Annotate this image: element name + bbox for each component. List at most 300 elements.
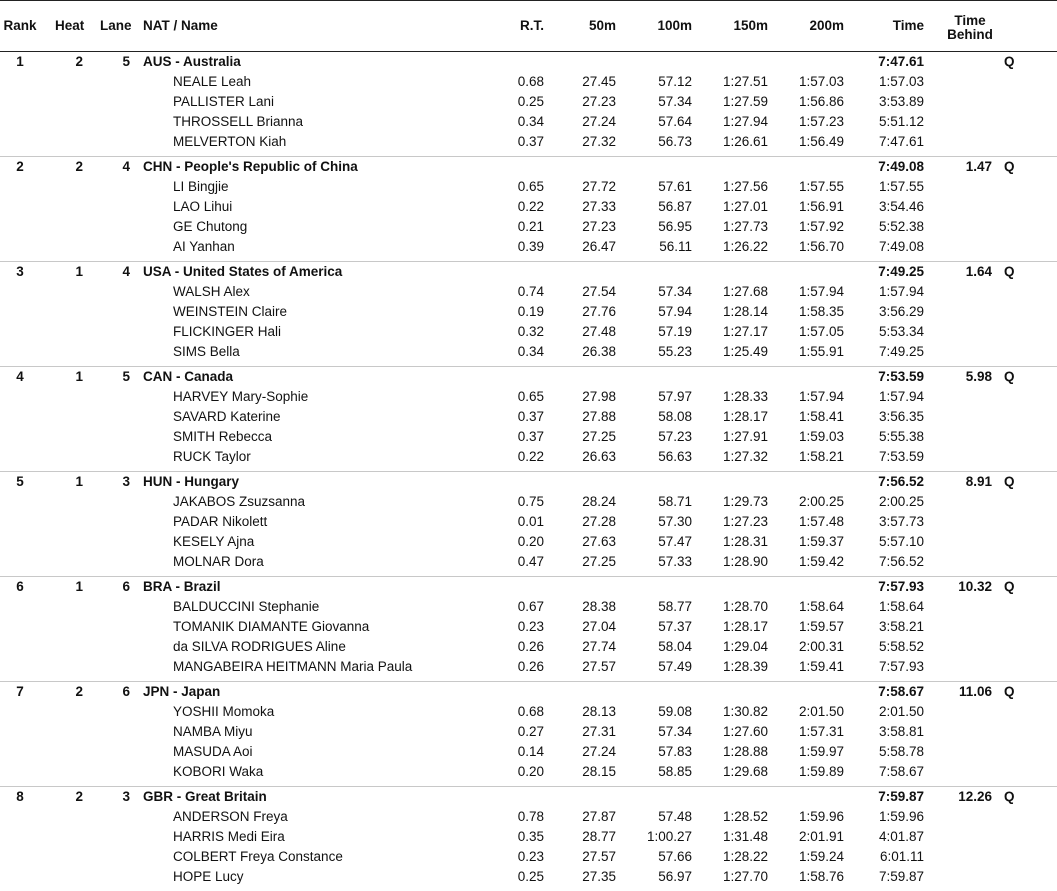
split-50m: 27.63 (582, 534, 616, 549)
team-lane: 4 (122, 264, 130, 279)
split-200m: 1:56.91 (798, 199, 844, 214)
split-50m: 27.45 (582, 74, 616, 89)
split-100m: 58.71 (658, 494, 692, 509)
swimmer-row (0, 722, 1057, 742)
split-50m: 28.24 (582, 494, 616, 509)
swimmer-cumulative-time: 3:56.29 (878, 304, 924, 319)
split-150m: 1:28.14 (722, 304, 768, 319)
team-rank: 8 (16, 789, 24, 804)
split-150m: 1:28.90 (722, 554, 768, 569)
swimmer-reaction-time: 0.25 (517, 869, 544, 884)
split-100m: 57.49 (658, 659, 692, 674)
split-100m: 58.77 (658, 599, 692, 614)
split-150m: 1:31.48 (722, 829, 768, 844)
split-50m: 27.32 (582, 134, 616, 149)
swimmer-reaction-time: 0.37 (517, 429, 544, 444)
swimmer-row (0, 427, 1057, 447)
swimmer-name: da SILVA RODRIGUES Aline (173, 639, 346, 654)
header-time: Time (892, 18, 924, 33)
swimmer-cumulative-time: 5:58.78 (878, 744, 924, 759)
swimmer-row (0, 237, 1057, 257)
split-200m: 1:59.96 (798, 809, 844, 824)
split-200m: 1:57.23 (798, 114, 844, 129)
swimmer-reaction-time: 0.19 (517, 304, 544, 319)
team-lane: 5 (122, 54, 130, 69)
split-150m: 1:27.91 (722, 429, 768, 444)
swimmer-cumulative-time: 2:01.50 (878, 704, 924, 719)
split-100m: 57.61 (658, 179, 692, 194)
split-50m: 27.31 (582, 724, 616, 739)
split-200m: 1:57.94 (798, 389, 844, 404)
swimmer-row (0, 597, 1057, 617)
team-row (0, 472, 1057, 492)
swimmer-name: RUCK Taylor (173, 449, 251, 464)
team-lane: 6 (122, 684, 130, 699)
team-block (0, 262, 1057, 367)
swimmer-row (0, 762, 1057, 782)
swimmer-row (0, 132, 1057, 152)
split-200m: 1:59.89 (798, 764, 844, 779)
swimmer-cumulative-time: 5:53.34 (878, 324, 924, 339)
header-time-behind-line1: Time (954, 13, 986, 28)
split-50m: 27.23 (582, 94, 616, 109)
swimmer-name: MASUDA Aoi (173, 744, 253, 759)
swimmer-reaction-time: 0.47 (517, 554, 544, 569)
split-150m: 1:28.31 (722, 534, 768, 549)
split-100m: 57.64 (658, 114, 692, 129)
swimmer-name: SIMS Bella (173, 344, 240, 359)
team-time-behind: 10.32 (958, 579, 992, 594)
split-50m: 27.25 (582, 429, 616, 444)
split-150m: 1:29.73 (722, 494, 768, 509)
swimmer-cumulative-time: 5:57.10 (878, 534, 924, 549)
split-100m: 1:00.27 (646, 829, 692, 844)
team-row (0, 787, 1057, 807)
swimmer-cumulative-time: 7:53.59 (878, 449, 924, 464)
split-150m: 1:27.59 (722, 94, 768, 109)
split-100m: 57.83 (658, 744, 692, 759)
swimmer-cumulative-time: 7:49.25 (878, 344, 924, 359)
split-200m: 1:58.64 (798, 599, 844, 614)
swimmer-reaction-time: 0.78 (517, 809, 544, 824)
swimmer-row (0, 322, 1057, 342)
swimmer-cumulative-time: 1:57.03 (878, 74, 924, 89)
swimmer-cumulative-time: 1:57.94 (878, 389, 924, 404)
split-150m: 1:28.17 (722, 409, 768, 424)
swimmer-reaction-time: 0.67 (517, 599, 544, 614)
swimmer-name: PADAR Nikolett (173, 514, 268, 529)
split-100m: 57.19 (658, 324, 692, 339)
team-time: 7:56.52 (878, 474, 924, 489)
swimmer-name: MELVERTON Kiah (173, 134, 287, 149)
swimmer-row (0, 617, 1057, 637)
swimmer-row (0, 282, 1057, 302)
header-time-behind-line2: Behind (947, 27, 993, 42)
swimmer-name: PALLISTER Lani (173, 94, 275, 109)
split-50m: 27.04 (582, 619, 616, 634)
swimmer-reaction-time: 0.26 (517, 659, 544, 674)
split-200m: 2:01.91 (798, 829, 844, 844)
table-header (0, 0, 1057, 52)
split-50m: 27.88 (582, 409, 616, 424)
swimmer-name: NAMBA Miyu (173, 724, 253, 739)
team-time-behind: 12.26 (958, 789, 992, 804)
team-rank: 1 (16, 54, 24, 69)
split-200m: 1:57.55 (798, 179, 844, 194)
split-150m: 1:27.23 (722, 514, 768, 529)
split-200m: 1:58.76 (798, 869, 844, 884)
split-200m: 1:58.35 (798, 304, 844, 319)
header-100m: 100m (657, 18, 692, 33)
swimmer-reaction-time: 0.01 (517, 514, 544, 529)
split-50m: 27.74 (582, 639, 616, 654)
split-100m: 57.34 (658, 724, 692, 739)
swimmer-cumulative-time: 3:58.21 (878, 619, 924, 634)
team-time: 7:57.93 (878, 579, 924, 594)
header-heat: Heat (55, 18, 85, 33)
swimmer-name: LI Bingjie (173, 179, 229, 194)
team-rank: 3 (16, 264, 24, 279)
split-200m: 1:56.70 (798, 239, 844, 254)
swimmer-name: KESELY Ajna (173, 534, 255, 549)
qualified-marker: Q (1004, 579, 1015, 594)
split-150m: 1:27.60 (722, 724, 768, 739)
swimmer-cumulative-time: 4:01.87 (878, 829, 924, 844)
split-150m: 1:26.22 (722, 239, 768, 254)
team-name: GBR - Great Britain (143, 789, 267, 804)
split-100m: 57.94 (658, 304, 692, 319)
swimmer-reaction-time: 0.65 (517, 389, 544, 404)
swimmer-reaction-time: 0.22 (517, 199, 544, 214)
team-heat: 1 (75, 474, 83, 489)
team-time-behind: 5.98 (965, 369, 992, 384)
split-200m: 2:01.50 (798, 704, 844, 719)
team-rank: 4 (16, 369, 24, 384)
team-name: BRA - Brazil (143, 579, 221, 594)
swimmer-row (0, 637, 1057, 657)
swimmer-row (0, 827, 1057, 847)
split-100m: 58.04 (658, 639, 692, 654)
split-200m: 1:59.03 (798, 429, 844, 444)
swimmer-name: THROSSELL Brianna (173, 114, 304, 129)
split-150m: 1:28.17 (722, 619, 768, 634)
team-row (0, 367, 1057, 387)
swimmer-name: GE Chutong (173, 219, 248, 234)
team-rank: 2 (16, 159, 24, 174)
swimmer-row (0, 387, 1057, 407)
team-time: 7:58.67 (878, 684, 924, 699)
swimmer-name: YOSHII Momoka (173, 704, 275, 719)
split-200m: 1:58.41 (798, 409, 844, 424)
team-time: 7:49.08 (878, 159, 924, 174)
swimmer-reaction-time: 0.37 (517, 409, 544, 424)
swimmer-name: SAVARD Katerine (173, 409, 281, 424)
team-heat: 2 (75, 159, 83, 174)
split-100m: 57.66 (658, 849, 692, 864)
swimmer-cumulative-time: 1:57.94 (878, 284, 924, 299)
split-50m: 27.54 (582, 284, 616, 299)
split-100m: 58.08 (658, 409, 692, 424)
team-time-behind: 8.91 (965, 474, 992, 489)
swimmer-cumulative-time: 7:49.08 (878, 239, 924, 254)
split-200m: 1:57.48 (798, 514, 844, 529)
split-200m: 1:58.21 (798, 449, 844, 464)
qualified-marker: Q (1004, 789, 1015, 804)
swimmer-name: JAKABOS Zsuzsanna (173, 494, 306, 509)
split-200m: 1:57.05 (798, 324, 844, 339)
split-100m: 57.48 (658, 809, 692, 824)
split-200m: 1:59.41 (798, 659, 844, 674)
team-block (0, 157, 1057, 262)
swimmer-cumulative-time: 1:59.96 (878, 809, 924, 824)
swimmer-reaction-time: 0.74 (517, 284, 544, 299)
header-rank: Rank (3, 18, 37, 33)
split-50m: 28.15 (582, 764, 616, 779)
swimmer-reaction-time: 0.21 (517, 219, 544, 234)
split-150m: 1:26.61 (722, 134, 768, 149)
split-200m: 1:56.49 (798, 134, 844, 149)
split-150m: 1:27.17 (722, 324, 768, 339)
split-200m: 1:55.91 (798, 344, 844, 359)
swimmer-row (0, 197, 1057, 217)
split-50m: 27.35 (582, 869, 616, 884)
split-100m: 57.47 (658, 534, 692, 549)
split-100m: 57.37 (658, 619, 692, 634)
split-50m: 26.38 (582, 344, 616, 359)
swimmer-row (0, 657, 1057, 677)
split-50m: 27.87 (582, 809, 616, 824)
team-row (0, 52, 1057, 72)
swimmer-name: AI Yanhan (173, 239, 235, 254)
swimmer-cumulative-time: 7:47.61 (878, 134, 924, 149)
swimmer-cumulative-time: 7:57.93 (878, 659, 924, 674)
team-time-behind: 1.47 (965, 159, 992, 174)
swimmer-reaction-time: 0.20 (517, 534, 544, 549)
team-time: 7:47.61 (878, 54, 924, 69)
split-100m: 56.95 (658, 219, 692, 234)
swimmer-cumulative-time: 1:58.64 (878, 599, 924, 614)
swimmer-cumulative-time: 7:56.52 (878, 554, 924, 569)
split-50m: 28.13 (582, 704, 616, 719)
swimmer-reaction-time: 0.14 (517, 744, 544, 759)
swimmer-name: BALDUCCINI Stephanie (173, 599, 320, 614)
swimmer-row (0, 217, 1057, 237)
split-150m: 1:28.22 (722, 849, 768, 864)
header-reaction-time: R.T. (519, 18, 544, 33)
qualified-marker: Q (1004, 264, 1015, 279)
team-list (0, 52, 1057, 891)
swimmer-cumulative-time: 3:54.46 (878, 199, 924, 214)
team-name: CHN - People's Republic of China (143, 159, 358, 174)
team-lane: 6 (122, 579, 130, 594)
qualified-marker: Q (1004, 369, 1015, 384)
swimmer-name: ANDERSON Freya (173, 809, 288, 824)
split-200m: 2:00.31 (798, 639, 844, 654)
split-150m: 1:30.82 (722, 704, 768, 719)
split-200m: 1:59.57 (798, 619, 844, 634)
split-100m: 57.30 (658, 514, 692, 529)
swimmer-cumulative-time: 1:57.55 (878, 179, 924, 194)
split-150m: 1:27.32 (722, 449, 768, 464)
split-50m: 27.48 (582, 324, 616, 339)
split-200m: 1:59.42 (798, 554, 844, 569)
swimmer-cumulative-time: 5:52.38 (878, 219, 924, 234)
team-time: 7:59.87 (878, 789, 924, 804)
swimmer-reaction-time: 0.65 (517, 179, 544, 194)
swimmer-name: NEALE Leah (173, 74, 252, 89)
header-name: NAT / Name (143, 18, 218, 33)
split-200m: 1:57.92 (798, 219, 844, 234)
split-100m: 56.63 (658, 449, 692, 464)
swimmer-row (0, 552, 1057, 572)
split-150m: 1:25.49 (722, 344, 768, 359)
qualified-marker: Q (1004, 54, 1015, 69)
split-50m: 27.72 (582, 179, 616, 194)
swimmer-cumulative-time: 5:51.12 (878, 114, 924, 129)
split-150m: 1:27.68 (722, 284, 768, 299)
split-50m: 27.24 (582, 114, 616, 129)
split-50m: 27.76 (582, 304, 616, 319)
split-150m: 1:28.88 (722, 744, 768, 759)
swimmer-name: KOBORI Waka (173, 764, 264, 779)
swimmer-cumulative-time: 3:57.73 (878, 514, 924, 529)
split-50m: 28.38 (582, 599, 616, 614)
swimmer-cumulative-time: 3:53.89 (878, 94, 924, 109)
team-name: AUS - Australia (143, 54, 241, 69)
split-100m: 56.97 (658, 869, 692, 884)
swimmer-row (0, 177, 1057, 197)
swimmer-row (0, 302, 1057, 322)
split-200m: 1:56.86 (798, 94, 844, 109)
swimmer-name: TOMANIK DIAMANTE Giovanna (173, 619, 370, 634)
swimmer-row (0, 867, 1057, 887)
split-100m: 57.23 (658, 429, 692, 444)
team-row (0, 157, 1057, 177)
split-150m: 1:28.39 (722, 659, 768, 674)
split-150m: 1:27.70 (722, 869, 768, 884)
split-100m: 56.87 (658, 199, 692, 214)
split-50m: 26.47 (582, 239, 616, 254)
team-block (0, 472, 1057, 577)
header-time-behind (938, 14, 1002, 42)
split-50m: 27.57 (582, 849, 616, 864)
swimmer-row (0, 742, 1057, 762)
split-50m: 27.98 (582, 389, 616, 404)
swimmer-cumulative-time: 6:01.11 (879, 849, 924, 864)
split-100m: 58.85 (658, 764, 692, 779)
team-name: USA - United States of America (143, 264, 343, 279)
team-block (0, 52, 1057, 157)
team-heat: 1 (75, 369, 83, 384)
swimmer-reaction-time: 0.27 (517, 724, 544, 739)
split-100m: 57.12 (658, 74, 692, 89)
team-time: 7:53.59 (878, 369, 924, 384)
swimmer-row (0, 407, 1057, 427)
swimmer-row (0, 512, 1057, 532)
split-200m: 1:59.37 (798, 534, 844, 549)
swimmer-row (0, 702, 1057, 722)
swimmer-reaction-time: 0.35 (517, 829, 544, 844)
split-200m: 1:57.31 (798, 724, 844, 739)
team-row (0, 262, 1057, 282)
header-150m: 150m (733, 18, 768, 33)
split-100m: 57.97 (658, 389, 692, 404)
qualified-marker: Q (1004, 159, 1015, 174)
header-lane: Lane (100, 18, 132, 33)
team-row (0, 577, 1057, 597)
split-150m: 1:28.52 (722, 809, 768, 824)
swimmer-cumulative-time: 5:55.38 (878, 429, 924, 444)
team-heat: 2 (75, 684, 83, 699)
swimmer-reaction-time: 0.68 (517, 704, 544, 719)
team-time-behind: 1.64 (965, 264, 992, 279)
team-heat: 1 (75, 264, 83, 279)
swimmer-name: MANGABEIRA HEITMANN Maria Paula (173, 659, 413, 674)
team-block (0, 577, 1057, 682)
swimmer-name: WEINSTEIN Claire (173, 304, 288, 319)
split-50m: 27.24 (582, 744, 616, 759)
split-50m: 27.23 (582, 219, 616, 234)
swimmer-cumulative-time: 7:59.87 (878, 869, 924, 884)
team-lane: 3 (122, 474, 130, 489)
split-150m: 1:27.51 (722, 74, 768, 89)
swimmer-reaction-time: 0.34 (517, 114, 544, 129)
team-rank: 7 (16, 684, 24, 699)
split-150m: 1:27.94 (722, 114, 768, 129)
split-100m: 56.11 (659, 239, 692, 254)
swimmer-name: HARRIS Medi Eira (173, 829, 285, 844)
split-50m: 26.63 (582, 449, 616, 464)
swimmer-cumulative-time: 3:58.81 (878, 724, 924, 739)
team-block (0, 682, 1057, 787)
split-150m: 1:27.73 (722, 219, 768, 234)
split-50m: 27.25 (582, 554, 616, 569)
swimmer-cumulative-time: 3:56.35 (878, 409, 924, 424)
swimmer-row (0, 72, 1057, 92)
swimmer-name: MOLNAR Dora (173, 554, 264, 569)
split-200m: 1:59.97 (798, 744, 844, 759)
swimmer-reaction-time: 0.25 (517, 94, 544, 109)
swimmer-row (0, 112, 1057, 132)
split-150m: 1:29.04 (722, 639, 768, 654)
team-heat: 2 (75, 789, 83, 804)
swimmer-reaction-time: 0.39 (517, 239, 544, 254)
team-name: HUN - Hungary (143, 474, 240, 489)
swimmer-row (0, 532, 1057, 552)
swimmer-reaction-time: 0.26 (517, 639, 544, 654)
split-50m: 27.57 (582, 659, 616, 674)
swimmer-cumulative-time: 7:58.67 (878, 764, 924, 779)
swimmer-row (0, 342, 1057, 362)
swimmer-row (0, 447, 1057, 467)
swimmer-name: COLBERT Freya Constance (173, 849, 343, 864)
swimmer-cumulative-time: 5:58.52 (878, 639, 924, 654)
swimmer-name: SMITH Rebecca (173, 429, 273, 444)
swimmer-row (0, 847, 1057, 867)
split-100m: 57.34 (658, 284, 692, 299)
swimmer-reaction-time: 0.23 (517, 849, 544, 864)
swimmer-row (0, 492, 1057, 512)
swimmer-reaction-time: 0.75 (517, 494, 544, 509)
team-heat: 2 (75, 54, 83, 69)
split-50m: 28.77 (582, 829, 616, 844)
team-block (0, 787, 1057, 891)
qualified-marker: Q (1004, 474, 1015, 489)
team-time-behind: 11.06 (958, 684, 992, 699)
header-50m: 50m (588, 18, 616, 33)
team-name: CAN - Canada (143, 369, 234, 384)
split-200m: 1:57.03 (798, 74, 844, 89)
